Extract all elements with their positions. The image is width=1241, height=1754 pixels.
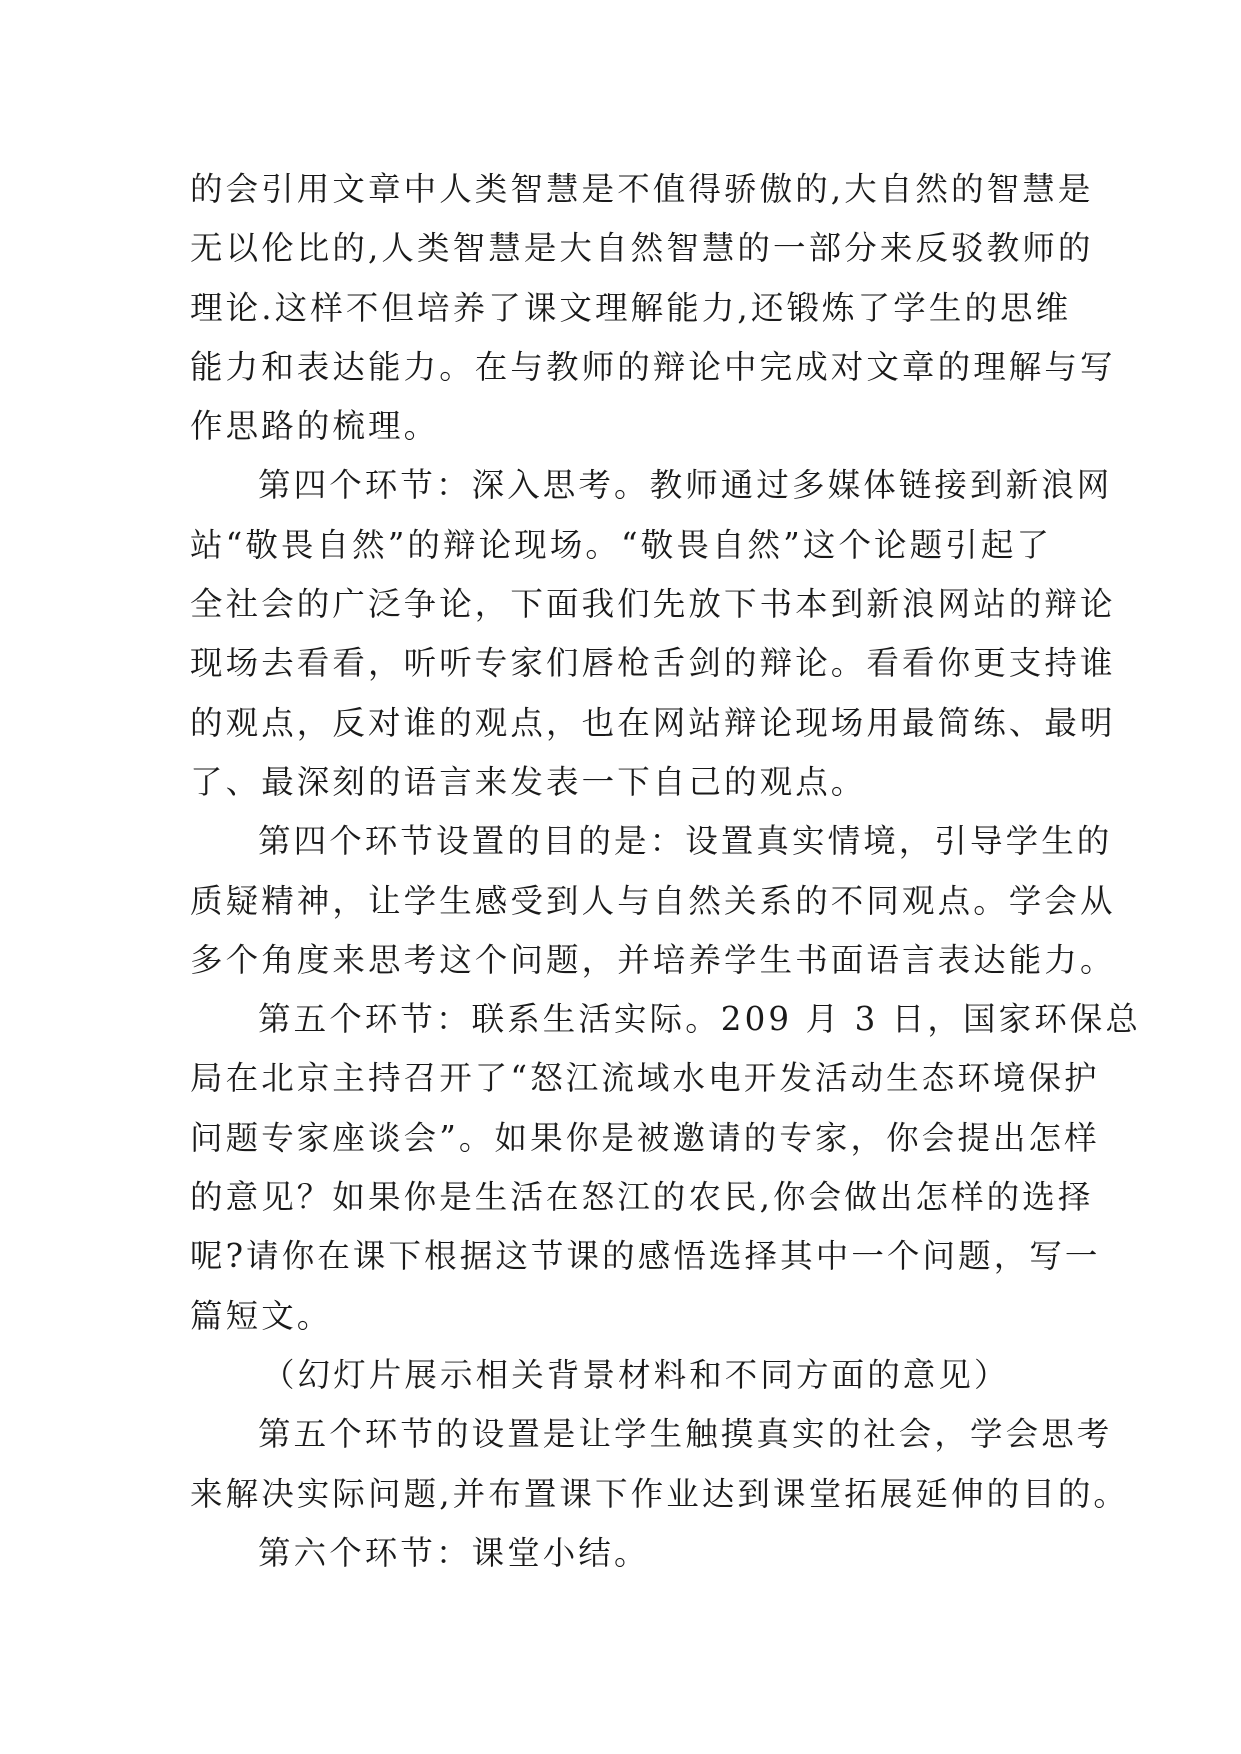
paragraph-step-five-purpose xyxy=(190,1405,1130,1524)
text-line: 无以伦比的,人类智慧是大自然智慧的一部分来反驳教师的 xyxy=(190,229,1094,268)
text-line: 多个角度来思考这个问题，并培养学生书面语言表达能力。 xyxy=(190,940,1116,979)
paragraph-step-four-purpose xyxy=(190,812,1116,990)
text-line: 问题专家座谈会”。如果你是被邀请的专家，你会提出怎样 xyxy=(190,1118,1100,1157)
text-line: 呢?请你在课下根据这节课的感悟选择其中一个问题，写一 xyxy=(190,1237,1101,1276)
text-line: 能力和表达能力。在与教师的辩论中完成对文章的理解与写 xyxy=(190,347,1116,386)
text-line: 了、最深刻的语言来发表一下自己的观点。 xyxy=(190,762,867,801)
text-line: （幻灯片展示相关背景材料和不同方面的意见） xyxy=(262,1355,1010,1394)
text-line: 的观点，反对谁的观点，也在网站辩论现场用最简练、最明 xyxy=(190,703,1116,742)
text-line: 第五个环节：联系生活实际。209 月 3 日，国家环保总 xyxy=(258,1000,1142,1039)
slide-note xyxy=(190,1346,1060,1405)
document-body xyxy=(190,160,1142,1583)
text-line: 理论.这样不但培养了课文理解能力,还锻炼了学生的思维 xyxy=(190,288,1072,327)
text-line: 来解决实际问题,并布置课下作业达到课堂拓展延伸的目的。 xyxy=(190,1474,1130,1513)
paragraph-step-five xyxy=(190,990,1142,1346)
text-line: 第四个环节设置的目的是：设置真实情境，引导学生的 xyxy=(258,822,1113,861)
paragraph-continuation xyxy=(190,160,1116,456)
text-line: 全社会的广泛争论，下面我们先放下书本到新浪网站的辩论 xyxy=(190,585,1116,624)
text-line: 的会引用文章中人类智慧是不值得骄傲的,大自然的智慧是 xyxy=(190,170,1094,208)
text-line: 第五个环节的设置是让学生触摸真实的社会，学会思考 xyxy=(258,1415,1113,1454)
text-line: 第六个环节：课堂小结。 xyxy=(258,1533,650,1572)
text-line: 的意见？如果你是生活在怒江的农民,你会做出怎样的选择 xyxy=(190,1178,1094,1217)
text-line: 局在北京主持召开了“怒江流域水电开发活动生态环境保护 xyxy=(190,1059,1100,1098)
paragraph-step-six xyxy=(190,1524,1060,1583)
paragraph-step-four xyxy=(190,456,1116,812)
text-line: 篇短文。 xyxy=(190,1296,333,1335)
text-line: 第四个环节：深入思考。教师通过多媒体链接到新浪网 xyxy=(258,466,1113,505)
text-line: 站“敬畏自然”的辩论现场。“敬畏自然”这个论题引起了 xyxy=(190,525,1053,564)
text-line: 作思路的梳理。 xyxy=(190,407,440,446)
text-line: 现场去看看，听听专家们唇枪舌剑的辩论。看看你更支持谁 xyxy=(190,644,1116,683)
text-line: 质疑精神，让学生感受到人与自然关系的不同观点。学会从 xyxy=(190,881,1116,920)
